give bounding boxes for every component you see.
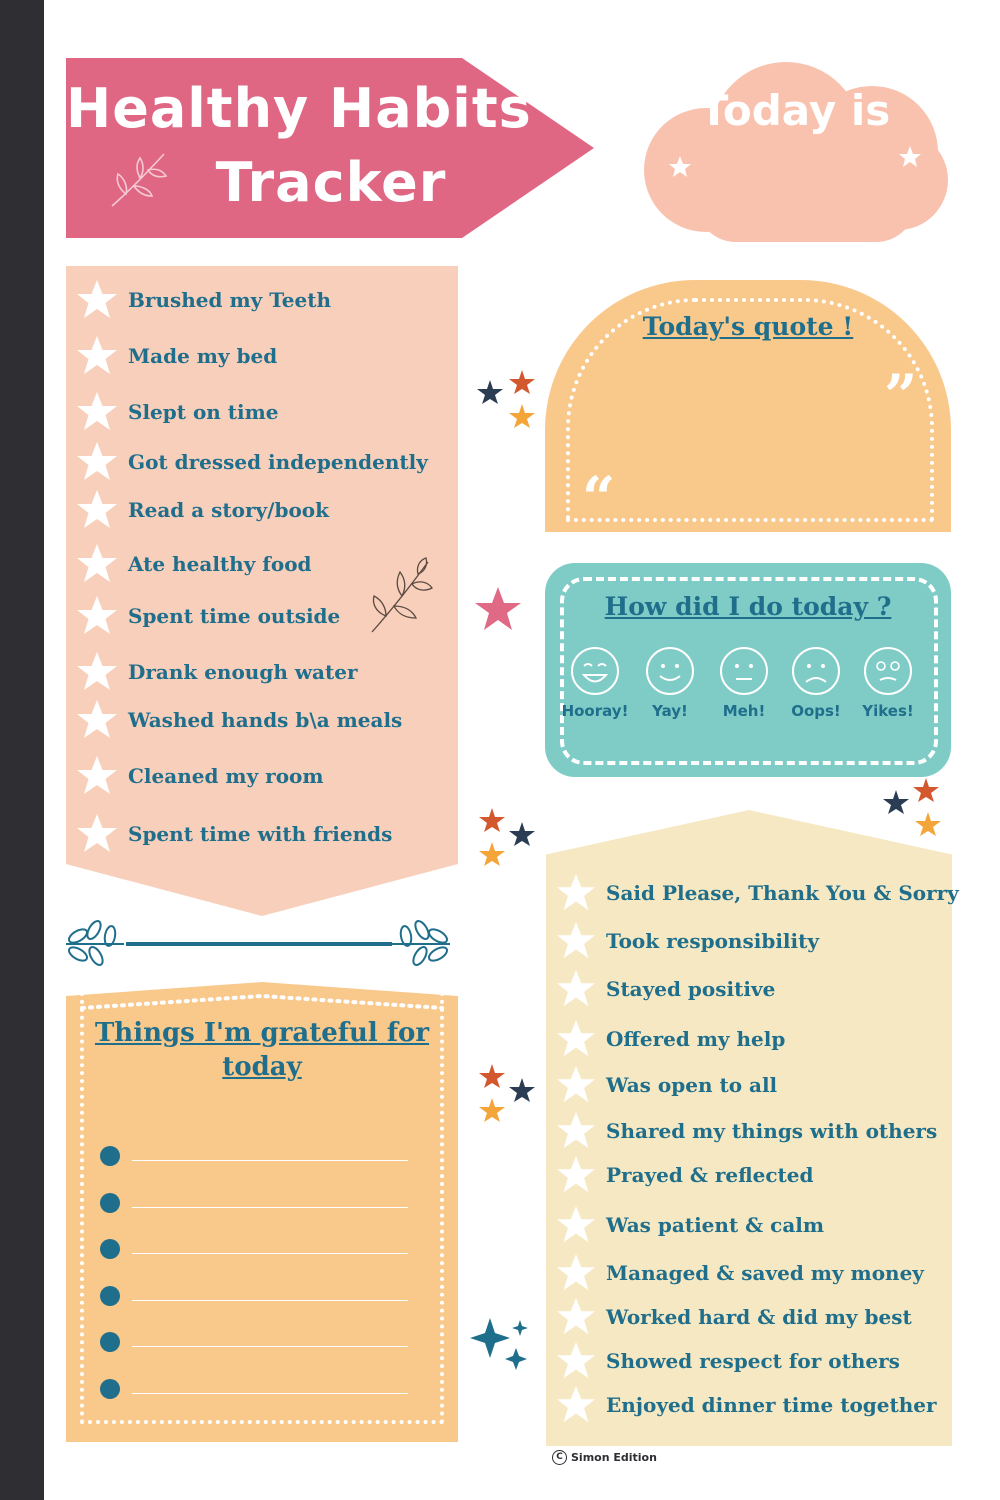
bullet-icon: [100, 1193, 120, 1213]
habit-item[interactable]: [76, 334, 277, 378]
value-label: Showed respect for others: [606, 1349, 900, 1373]
copyright-notice: [552, 1450, 657, 1465]
binder-spine: [0, 0, 44, 1500]
star-icon: [556, 921, 596, 961]
copyright-icon: C: [552, 1450, 567, 1465]
value-label: Offered my help: [606, 1027, 786, 1051]
value-label: Prayed & reflected: [606, 1163, 814, 1187]
leaf-branch-icon: [366, 556, 436, 636]
star-icon: [556, 969, 596, 1009]
star-cluster-icon: [880, 778, 946, 842]
star-icon: [76, 651, 118, 693]
grateful-entry-line[interactable]: [100, 1239, 408, 1259]
value-item[interactable]: [556, 1384, 937, 1426]
star-icon: [556, 1205, 596, 1245]
mood-option-meh[interactable]: [706, 646, 782, 720]
writing-line: [132, 1253, 408, 1254]
star-icon: [76, 335, 118, 377]
mood-option-hooray[interactable]: [557, 646, 633, 720]
grateful-entry-line[interactable]: [100, 1193, 408, 1213]
bullet-icon: [100, 1286, 120, 1306]
star-icon: [556, 1297, 596, 1337]
habit-item[interactable]: [76, 440, 428, 484]
star-icon: [76, 391, 118, 433]
value-item[interactable]: [556, 1064, 777, 1106]
face-yikes-icon: [863, 646, 913, 696]
value-label: Was open to all: [606, 1073, 778, 1097]
close-quote-icon: ”: [884, 362, 918, 430]
mood-option-oops[interactable]: [778, 646, 854, 720]
writing-line: [132, 1346, 408, 1347]
value-label: Managed & saved my money: [606, 1261, 924, 1285]
grateful-title: [86, 1016, 438, 1084]
value-item[interactable]: [556, 968, 775, 1010]
face-yay-icon: [645, 646, 695, 696]
leaf-divider: [60, 914, 456, 970]
bullet-icon: [100, 1146, 120, 1166]
star-icon: [556, 873, 596, 913]
mood-title: How did I do today ?: [604, 592, 892, 621]
pink-star-icon: [474, 586, 522, 632]
quote-title: Today's quote !: [642, 312, 854, 341]
star-cluster-icon: [476, 1064, 542, 1128]
value-label: Enjoyed dinner time together: [606, 1393, 937, 1417]
value-item[interactable]: [556, 872, 959, 914]
habit-label: Made my bed: [128, 344, 278, 368]
star-icon: [76, 489, 118, 531]
mood-option-yikes[interactable]: [850, 646, 926, 720]
star-icon: [76, 755, 118, 797]
writing-line: [132, 1393, 408, 1394]
habit-item[interactable]: [76, 754, 324, 798]
value-item[interactable]: [556, 1110, 937, 1152]
bullet-icon: [100, 1379, 120, 1399]
star-icon: [556, 1111, 596, 1151]
value-label: Said Please, Thank You & Sorry: [606, 881, 959, 905]
value-item[interactable]: [556, 920, 819, 962]
copyright-text: Simon Edition: [571, 1451, 657, 1464]
habit-label: Brushed my Teeth: [128, 288, 332, 312]
star-icon: [556, 1065, 596, 1105]
writing-line: [132, 1300, 408, 1301]
value-label: Shared my things with others: [606, 1119, 938, 1143]
habit-label: Cleaned my room: [128, 764, 324, 788]
grateful-entry-line[interactable]: [100, 1146, 408, 1166]
star-icon: [556, 1253, 596, 1293]
habit-item[interactable]: [76, 488, 329, 532]
face-meh-icon: [719, 646, 769, 696]
mood-label: Oops!: [791, 702, 841, 720]
star-icon: [76, 441, 118, 483]
title-line-2: Tracker: [215, 151, 447, 214]
habit-item[interactable]: [76, 390, 279, 434]
mood-label: Yikes!: [862, 702, 914, 720]
habit-item[interactable]: [76, 812, 392, 856]
grateful-entry-line[interactable]: [100, 1286, 408, 1306]
habit-label: Read a story/book: [128, 498, 329, 522]
star-icon: [556, 1341, 596, 1381]
habit-item[interactable]: [76, 698, 402, 742]
today-is-label: Today is: [699, 86, 891, 135]
open-quote-icon: “: [582, 464, 616, 532]
star-cluster-icon: [476, 370, 542, 434]
habit-item[interactable]: [76, 594, 340, 638]
mood-label: Yay!: [652, 702, 688, 720]
habit-label: Drank enough water: [128, 660, 358, 684]
writing-line: [132, 1207, 408, 1208]
face-hooray-icon: [570, 646, 620, 696]
star-icon: [556, 1385, 596, 1425]
star-icon: [76, 543, 118, 585]
bullet-icon: [100, 1332, 120, 1352]
grateful-title-line-2: today: [222, 1052, 302, 1082]
value-item[interactable]: [556, 1154, 814, 1196]
habit-item[interactable]: [76, 650, 358, 694]
habit-item[interactable]: [76, 278, 331, 322]
habit-label: Washed hands b\a meals: [128, 708, 403, 732]
value-label: Was patient & calm: [606, 1213, 825, 1237]
star-icon: [76, 699, 118, 741]
bullet-icon: [100, 1239, 120, 1259]
sparkle-cluster-icon: [468, 1314, 540, 1374]
star-icon: [76, 595, 118, 637]
value-item[interactable]: [556, 1340, 900, 1382]
value-label: Worked hard & did my best: [606, 1305, 912, 1329]
grateful-entry-line[interactable]: [100, 1332, 408, 1352]
habit-label: Spent time with friends: [128, 822, 393, 846]
value-item[interactable]: [556, 1252, 924, 1294]
habit-label: Slept on time: [128, 400, 279, 424]
value-label: Took responsibility: [606, 929, 819, 953]
grateful-title-line-1: Things I'm grateful for: [94, 1018, 430, 1048]
star-icon: [556, 1019, 596, 1059]
leaf-sprig-icon: [104, 148, 174, 210]
star-cluster-icon: [476, 808, 542, 872]
habit-label: Spent time outside: [128, 604, 341, 628]
writing-line: [132, 1160, 408, 1161]
value-item[interactable]: [556, 1296, 912, 1338]
value-label: Stayed positive: [606, 977, 776, 1001]
value-item[interactable]: [556, 1204, 824, 1246]
mood-label: Hooray!: [561, 702, 629, 720]
mood-label: Meh!: [722, 702, 766, 720]
title-line-1: Healthy Habits: [66, 77, 532, 140]
star-icon: [556, 1155, 596, 1195]
star-icon: [76, 813, 118, 855]
mood-option-yay[interactable]: [632, 646, 708, 720]
face-oops-icon: [791, 646, 841, 696]
star-icon: [76, 279, 118, 321]
grateful-entry-line[interactable]: [100, 1379, 408, 1399]
habit-item[interactable]: [76, 542, 312, 586]
value-item[interactable]: [556, 1018, 785, 1060]
habit-label: Ate healthy food: [128, 552, 312, 576]
habit-label: Got dressed independently: [128, 450, 428, 474]
